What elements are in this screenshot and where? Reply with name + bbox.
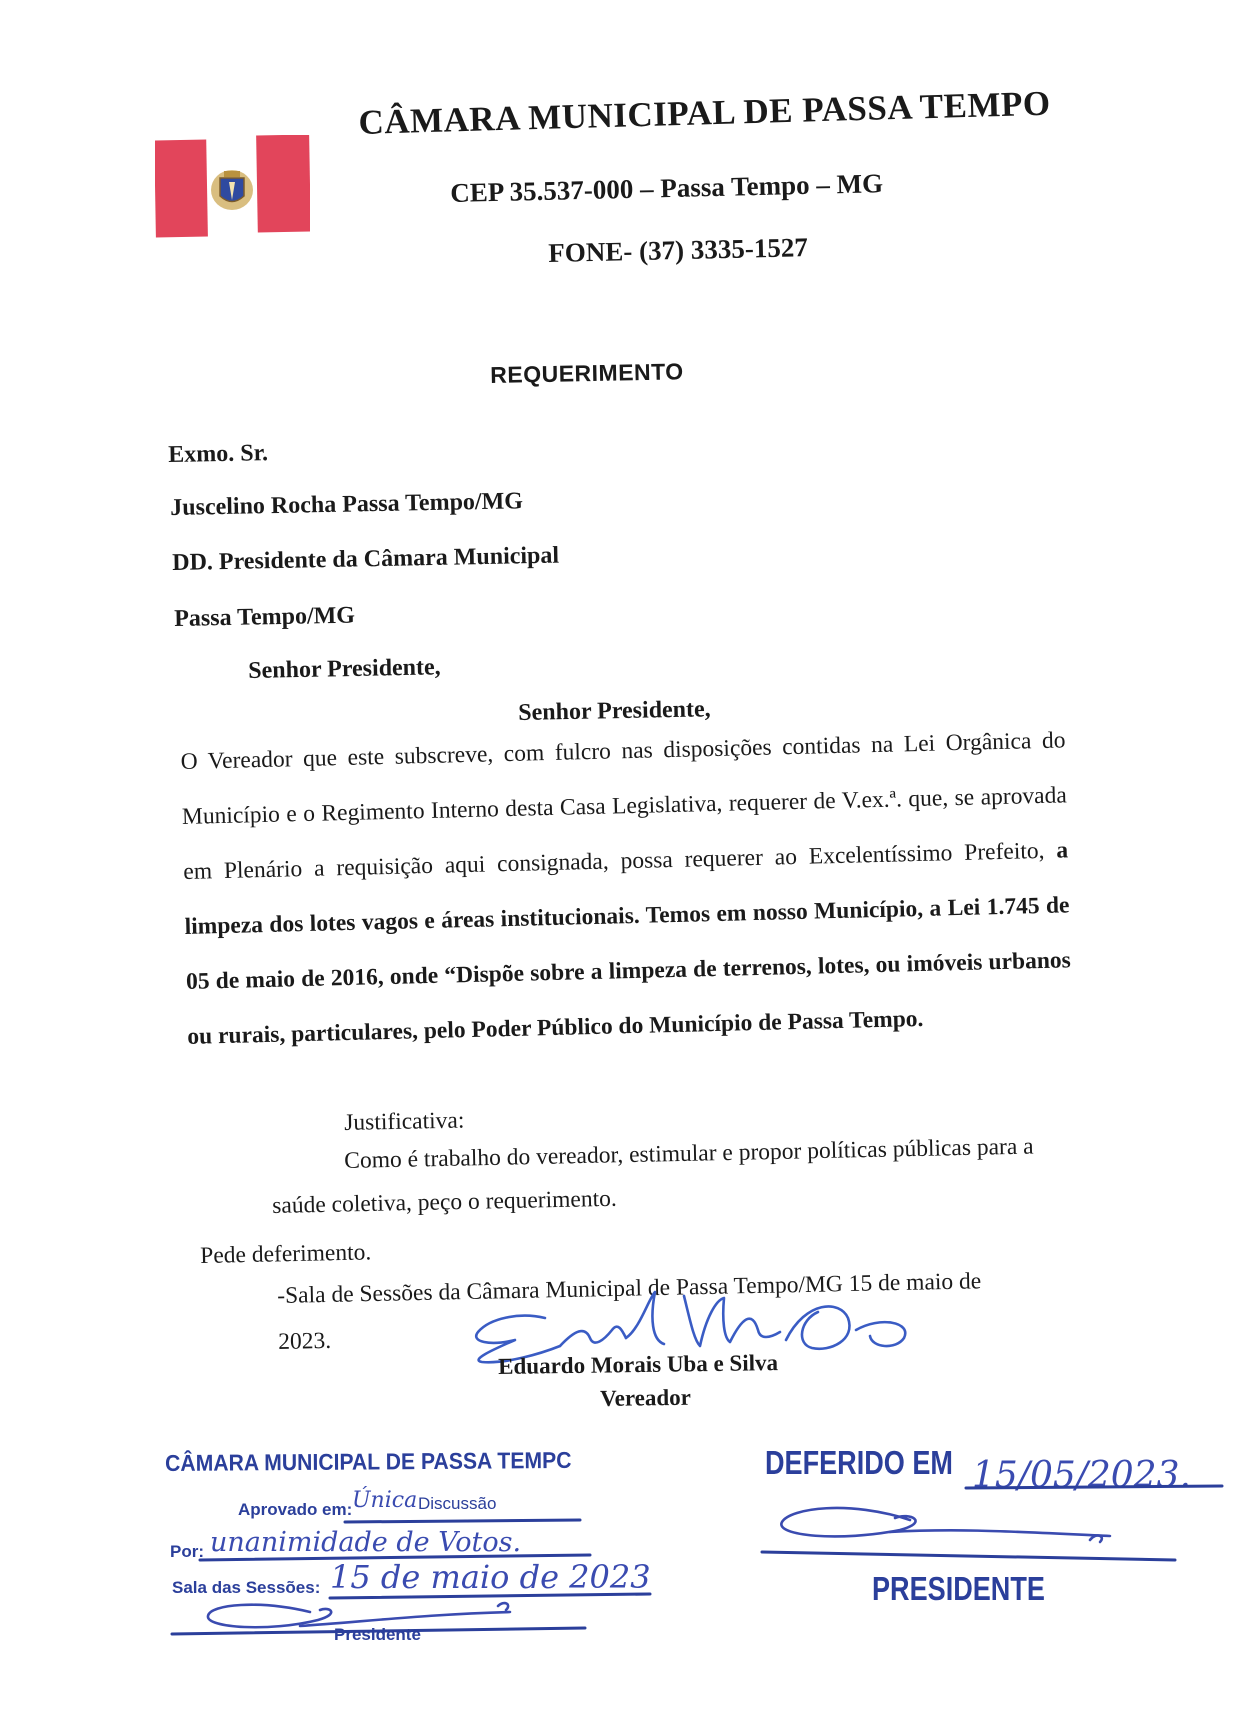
request-body-bold: a limpeza dos lotes vagos e áreas institucionais. Temos em nosso Município, a Lei 1.745 de 05 de maio de 2016, onde “Dispõe sobre a limpeza de terrenos, lotes, ou imóveis urbanos ou rurais, particulares, pelo Poder Público do Município de Passa Tempo. <box>184 837 1072 1050</box>
deferral-stamp-date-value: 15/05/2023. <box>972 1455 1191 1496</box>
signer-name: Eduardo Morais Uba e Silva <box>498 1350 779 1379</box>
justificativa-line-1: Como é trabalho do vereador, estimular e propor políticas públicas para a <box>344 1133 1034 1174</box>
deferral-stamp-label: DEFERIDO EM <box>765 1444 953 1481</box>
signer-role: Vereador <box>600 1384 692 1411</box>
addressee-line-3: DD. Presidente da Câmara Municipal <box>172 542 560 576</box>
place-date-line-2: 2023. <box>278 1327 332 1355</box>
approval-session-underline <box>330 1594 650 1598</box>
approval-stamp-session-label: Sala das Sessões: <box>172 1578 321 1597</box>
salutation-1: Senhor Presidente, <box>248 654 441 684</box>
deferral-president-line <box>762 1552 1175 1560</box>
approval-stamp-by-label: Por: <box>170 1542 204 1561</box>
chamber-cep: CEP 35.537-000 – Passa Tempo – MG <box>450 168 884 208</box>
addressee-line-1: Exmo. Sr. <box>168 440 269 468</box>
approval-president-line <box>172 1628 585 1634</box>
justificativa-line-2: saúde coletiva, peço o requerimento. <box>272 1185 618 1219</box>
chamber-phone: FONE- (37) 3335-1527 <box>548 232 809 268</box>
deferral-president-signature <box>781 1508 1110 1542</box>
approval-stamp-title: CÂMARA MUNICIPAL DE PASSA TEMPC <box>165 1446 572 1476</box>
closing-text: Pede deferimento. <box>200 1239 372 1269</box>
approval-stamp-session-value: 15 de maio de 2023 <box>330 1558 651 1596</box>
addressee-line-4: Passa Tempo/MG <box>174 602 356 632</box>
request-body-plain: O Vereador que este subscreve, com fulcro nas disposições contidas na Lei Orgânica do Município e o Regimento Interno desta Casa Legislativa, requerer de V.ex.ª. que, se aprovada em Plenário a requisição aqui consignada, possa requerer ao Excelentíssimo Prefeito, <box>180 727 1068 885</box>
approval-stamp-date-suffix: Discussão <box>418 1494 497 1513</box>
salutation-2: Senhor Presidente, <box>518 696 711 726</box>
approval-by-underline <box>200 1555 590 1560</box>
approval-stamp-date-label: Aprovado em: <box>238 1500 353 1519</box>
approval-stamp-by-value: unanimidade de Votos. <box>210 1527 522 1558</box>
justificativa-label: Justificativa: <box>344 1107 465 1136</box>
deferral-date-underline <box>966 1486 1222 1488</box>
chamber-title: CÂMARA MUNICIPAL DE PASSA TEMPO <box>358 83 1052 142</box>
approval-date-underline <box>345 1520 580 1522</box>
approval-stamp-role: Presidente <box>334 1625 421 1644</box>
deferral-stamp-role: PRESIDENTE <box>872 1570 1045 1607</box>
approval-stamp-date-value: Única <box>352 1488 418 1513</box>
place-date-line-1: -Sala de Sessões da Câmara Municipal de Passa Tempo/MG 15 de maio de <box>277 1268 982 1309</box>
document-title: REQUERIMENTO <box>490 358 684 388</box>
approval-president-signature <box>208 1603 510 1627</box>
addressee-line-2: Juscelino Rocha Passa Tempo/MG <box>170 488 524 521</box>
